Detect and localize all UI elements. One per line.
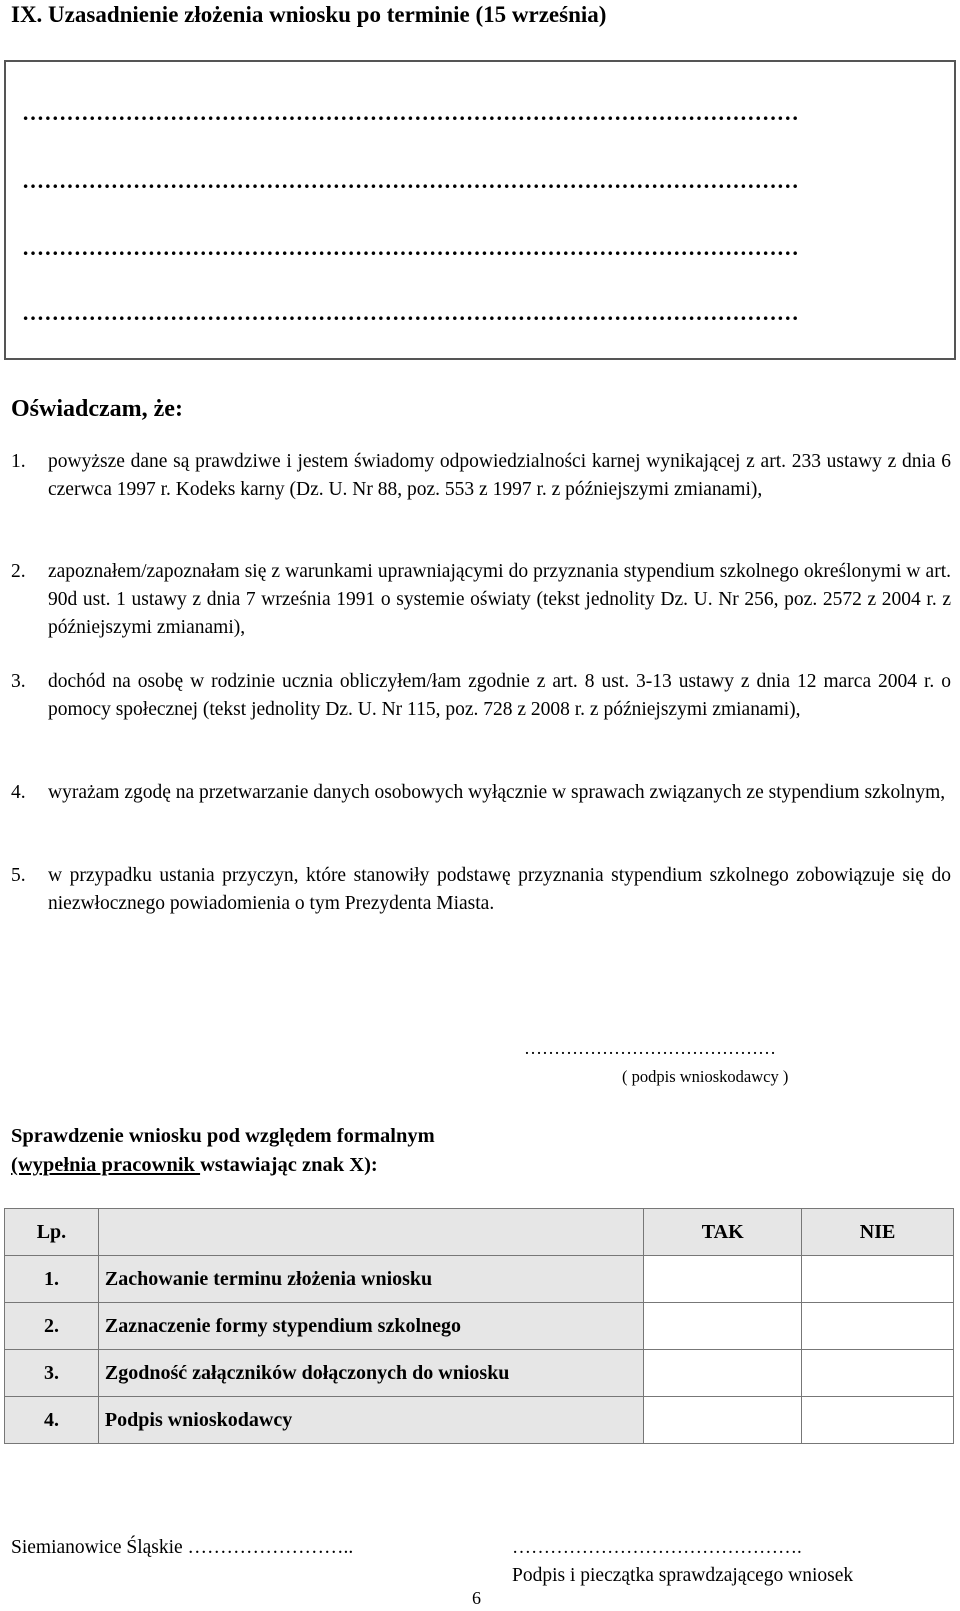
row-lp: 4. xyxy=(5,1397,99,1444)
row-nie-cell[interactable] xyxy=(802,1256,954,1303)
row-tak-cell[interactable] xyxy=(644,1397,802,1444)
row-tak-cell[interactable] xyxy=(644,1350,802,1397)
row-name: Zachowanie terminu złożenia wniosku xyxy=(98,1256,643,1303)
row-nie-cell[interactable] xyxy=(802,1303,954,1350)
item-text: powyższe dane są prawdziwe i jestem świadomy odpowiedzialności karnej wynikającej z art. 233 ustawy z dnia 6 czerwca 1997 r. Kodeks karny (Dz. U. Nr 88, poz. 553 z 1997 r. z późniejszymi zmianami), xyxy=(48,451,951,500)
row-tak-cell[interactable] xyxy=(644,1256,802,1303)
applicant-signature-line[interactable]: …………………………………… xyxy=(524,1038,776,1058)
item-number: 5. xyxy=(11,865,26,886)
table-row xyxy=(5,1350,954,1397)
header-nie: NIE xyxy=(802,1209,954,1256)
row-name: Zgodność załączników dołączonych do wniosku xyxy=(98,1350,643,1397)
declaration-item xyxy=(11,668,951,724)
item-text: w przypadku ustania przyczyn, które stanowiły podstawę przyznania stypendium szkolnego zobowiązuje się do niezwłocznego powiadomienia o tym Prezydenta Miasta. xyxy=(48,865,951,914)
item-text: zapoznałem/zapoznałam się z warunkami uprawniającymi do przyznania stypendium szkolnego określonymi w art. 90d ust. 1 ustawy z dnia 7 września 1991 o systemie oświaty (tekst jednolity Dz. U. Nr 256, poz. 2572 z 2004 r. z późniejszymi zmianami), xyxy=(48,561,951,638)
item-number: 2. xyxy=(11,561,26,582)
header-tak: TAK xyxy=(644,1209,802,1256)
table-row xyxy=(5,1256,954,1303)
verifier-signature-line[interactable]: ………………………………………. xyxy=(512,1537,802,1558)
declaration-item xyxy=(11,448,951,504)
table-row xyxy=(5,1303,954,1350)
row-nie-cell[interactable] xyxy=(802,1350,954,1397)
declaration-title: Oświadczam, że: xyxy=(11,396,183,422)
row-name: Zaznaczenie formy stypendium szkolnego xyxy=(98,1303,643,1350)
declaration-item xyxy=(11,558,951,642)
formal-check-title-underlined: (wypełnia pracownik xyxy=(11,1154,201,1176)
row-lp: 2. xyxy=(5,1303,99,1350)
table-row xyxy=(5,1397,954,1444)
row-nie-cell[interactable] xyxy=(802,1397,954,1444)
justification-line: …………………………………………………………………………………………… xyxy=(22,300,799,325)
row-tak-cell[interactable] xyxy=(644,1303,802,1350)
justification-line: …………………………………………………………………………………………… xyxy=(22,235,799,260)
row-lp: 1. xyxy=(5,1256,99,1303)
declaration-item xyxy=(11,779,951,807)
justification-line: …………………………………………………………………………………………… xyxy=(22,100,799,125)
header-name xyxy=(98,1209,643,1256)
applicant-signature-label: ( podpis wnioskodawcy ) xyxy=(622,1067,789,1086)
table-header-row xyxy=(5,1209,954,1256)
section-heading: IX. Uzasadnienie złożenia wniosku po terminie (15 września) xyxy=(11,2,607,27)
formal-check-title-rest: wstawiając znak X): xyxy=(200,1154,378,1176)
item-number: 4. xyxy=(11,782,26,803)
item-number: 1. xyxy=(11,451,26,472)
row-lp: 3. xyxy=(5,1350,99,1397)
item-text: dochód na osobę w rodzinie ucznia obliczyłem/łam zgodnie z art. 8 ust. 3-13 ustawy z dnia 12 marca 2004 r. o pomocy społecznej (tekst jednolity Dz. U. Nr 115, poz. 728 z 2008 r. z późniejszymi zmianami), xyxy=(48,671,951,720)
formal-check-table xyxy=(4,1208,954,1444)
item-text: wyrażam zgodę na przetwarzanie danych osobowych wyłącznie w sprawach związanych ze stypendium szkolnym, xyxy=(48,782,946,803)
formal-check-title-line1: Sprawdzenie wniosku pod względem formalnym xyxy=(11,1125,435,1147)
place-date-line[interactable]: Siemianowice Śląskie …………………….. xyxy=(11,1537,354,1558)
item-number: 3. xyxy=(11,671,26,692)
row-name: Podpis wnioskodawcy xyxy=(98,1397,643,1444)
justification-line: …………………………………………………………………………………………… xyxy=(22,168,799,193)
header-lp: Lp. xyxy=(5,1209,99,1256)
declaration-item xyxy=(11,862,951,918)
formal-check-title xyxy=(11,1122,435,1180)
page-number: 6 xyxy=(472,1588,481,1608)
verifier-signature-label: Podpis i pieczątka sprawdzającego wniosek xyxy=(512,1565,854,1586)
